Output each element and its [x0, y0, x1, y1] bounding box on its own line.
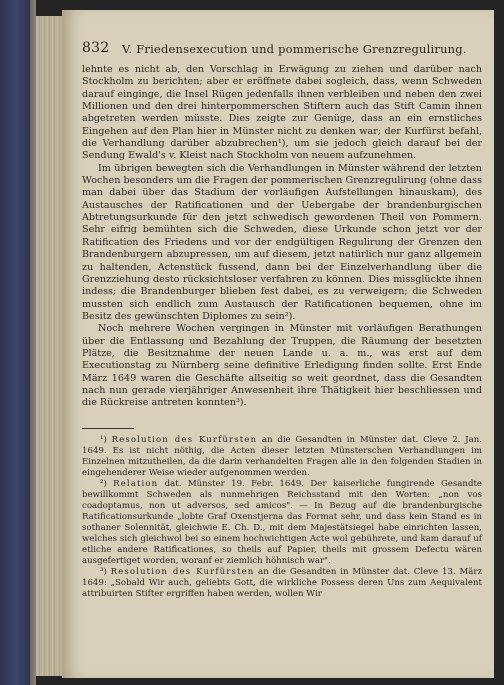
page-content	[82, 40, 482, 600]
footnote-2	[82, 479, 482, 567]
book-binding	[0, 0, 30, 685]
footnote-text: an die Gesandten in Münster dat. Cleve 13. März 1649: „Sobald Wir auch, geliebts Gott, die wirkliche Possess deren Uns zum Aequivalent attribuirten Stifter ergriffen haben werden, wollen Wir	[82, 567, 483, 600]
page-header	[82, 40, 482, 60]
paragraph-3: Noch mehrere Wochen vergingen in Münster mit vorläufigen Berathungen über die Entlassung und Bezahlung der Truppen, die Räumung der besetzten Plätze, die Besitznahme der neuen Lande u. a. m., was erst auf dem Executionstag zu Nürnberg seine definitive Erledigung finden sollte. Erst Ende März 1649 waren die Geschäfte allseitig so weit geordnet, dass die Gesandten nach nun gerade vierjähriger Anwesenheit ihre Thätigkeit hier beschliessen und die Rückreise antreten konnten³).	[82, 323, 482, 409]
footnote-text: dat. Münster 19. Febr. 1649. Der kaiserliche fungirende Gesandte bewillkommt Schweden als nunmehrigen Reichsstand mit den Worten: „non vos coadoptamus, non ut adversos, sed amicos". — In Bezug auf die brandenburgische Ratificationsurkunde „lobte Graf Oxenstjerna das Format sehr, und dass kein Stand es in sothaner Solennität, gleichwie E. Ch. D., mit dem Majestätsiegel habe einrichten lassen, welches sich gleichwol bei so einem hochwichtigen Acte wol gebührete, und kam darauf uf etliche andere Ratificationes, so theils auf Papier, theils mit grossem Defectu wären ausgefertiget worden, woranf er ziemlich höhnisch war".	[82, 478, 483, 567]
footnote-marker: ³)	[100, 567, 107, 578]
paragraph-2: Im übrigen bewegten sich die Verhandlungen in Münster während der letzten Wochen besonders um die Fragen der pommerischen Grenzregulirung (ohne dass man dabei über das Stadium der vorläufigen Aufstellungen hinauskam), des Austausches der Ratificationen und der Uebergabe der brandenburgischen Abtretungsurkunde für den jetzt schwedisch gewordenen Theil von Pommern. Sehr eifrig bemühten sich die Schweden, diese Urkunde schon jetzt vor der Ratification des Friedens und vor der endgültigen Regulirung der Grenzen den Brandenburgern abzupressen, um auf diesem, jetzt natürlich nur ganz allgemein zu haltenden, Actenstück fussend, dann bei der Einzelverhandlung über die Grenzziehung desto rücksichtsloser verfahren zu können. Dies missglückte ihnen indess; die Brandenburger blieben fest dabei, es zu verweigern; die Schweden mussten sich endlich zum Austausch der Ratificationen bequemen, ohne im Besitz des gewünschten Diplomes zu sein²).	[82, 162, 482, 322]
main-text	[82, 64, 482, 410]
footnote-1	[82, 435, 482, 479]
footnote-lead: Relation	[113, 478, 159, 489]
footnote-text: an die Gesandten in Münster dat. Cleve 2. Jan. 1649. Es ist nicht nöthig, die Acten dieser letzten Münsterschen Verhandlungen im Einzelnen mitzutheilen, da die darin verhandelten Fragen alle in den folgenden Stadien in eingehenderer Weise wieder aufgenommen werden.	[82, 434, 482, 478]
running-title: V. Friedensexecution und pommerische Grenzregulirung.	[122, 42, 467, 56]
footnote-marker: ²)	[100, 478, 107, 489]
footnote-lead: Resolution des Kurfürsten	[110, 567, 255, 578]
footnote-rule	[82, 428, 134, 429]
footnote-marker: ¹)	[100, 434, 107, 445]
footnote-lead: Resolution des Kurfürsten	[111, 434, 258, 445]
footnotes	[82, 435, 482, 601]
page-number: 832	[82, 40, 110, 56]
footnote-3	[82, 567, 482, 600]
paragraph-1: lehnte es nicht ab, den Vorschlag in Erwägung zu ziehen und darüber nach Stockholm zu berichten; aber er eröffnete dabei sogleich, dass, wenn Schweden darauf einginge, die Insel Rügen jedenfalls ihnen verbleiben und neben den zwei Millionen und den drei hinterpommerschen Stiftern auch das Stift Camin ihnen abgetreten werden müsste. Dies zeigte zur Genüge, dass an ein ernstliches Eingehen auf den Plan hier in Münster nicht zu denken war; der Kurfürst befahl, die Verhandlung darüber abzubrechen¹), um sie jedoch gleich darauf bei der Sendung Ewald's v. Kleist nach Stockholm von neuem aufzunehmen.	[82, 64, 482, 162]
